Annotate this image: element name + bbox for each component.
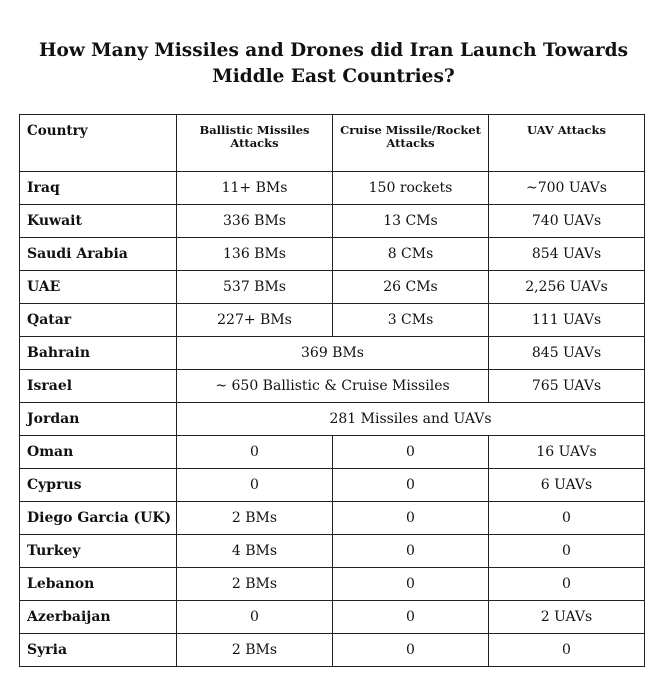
ballistic-cell: 0 (177, 469, 333, 502)
ballistic-cell: 537 BMs (177, 271, 333, 304)
cruise-cell: 26 CMs (333, 271, 489, 304)
uav-cell: 0 (489, 634, 645, 667)
cruise-cell: 0 (333, 469, 489, 502)
table-row (20, 403, 645, 436)
country-cell: Lebanon (20, 568, 177, 601)
table-row (20, 304, 645, 337)
uav-cell: 854 UAVs (489, 238, 645, 271)
ballistic-cell: 227+ BMs (177, 304, 333, 337)
table-row (20, 601, 645, 634)
uav-cell: ~700 UAVs (489, 172, 645, 205)
cruise-cell: 0 (333, 436, 489, 469)
country-cell: UAE (20, 271, 177, 304)
ballistic-cell: 11+ BMs (177, 172, 333, 205)
table-row (20, 469, 645, 502)
table-row (20, 271, 645, 304)
cruise-cell: 0 (333, 601, 489, 634)
country-cell: Jordan (20, 403, 177, 436)
table-row (20, 535, 645, 568)
uav-cell: 765 UAVs (489, 370, 645, 403)
table-row (20, 172, 645, 205)
country-cell: Diego Garcia (UK) (20, 502, 177, 535)
cruise-cell: 150 rockets (333, 172, 489, 205)
uav-cell: 6 UAVs (489, 469, 645, 502)
page-title: How Many Missiles and Drones did Iran Launch Towards Middle East Countries? (39, 40, 628, 87)
attacks-table (19, 114, 645, 667)
country-cell: Bahrain (20, 337, 177, 370)
uav-cell: 16 UAVs (489, 436, 645, 469)
table-header-row (20, 115, 645, 172)
country-cell: Oman (20, 436, 177, 469)
ballistic-cell: 0 (177, 436, 333, 469)
uav-cell: 2,256 UAVs (489, 271, 645, 304)
ballistic-cell: 136 BMs (177, 238, 333, 271)
cruise-cell: 0 (333, 634, 489, 667)
uav-cell: 111 UAVs (489, 304, 645, 337)
table-row (20, 634, 645, 667)
country-cell: Iraq (20, 172, 177, 205)
ballistic-cell: 336 BMs (177, 205, 333, 238)
cruise-cell: 8 CMs (333, 238, 489, 271)
table-row (20, 568, 645, 601)
uav-cell: 0 (489, 502, 645, 535)
uav-cell: 0 (489, 535, 645, 568)
table-row (20, 370, 645, 403)
cruise-cell: 3 CMs (333, 304, 489, 337)
country-cell: Cyprus (20, 469, 177, 502)
header-ballistic: Ballistic Missiles Attacks (177, 115, 333, 172)
uav-cell: 0 (489, 568, 645, 601)
country-cell: Turkey (20, 535, 177, 568)
uav-cell: 2 UAVs (489, 601, 645, 634)
ballistic-cell: 2 BMs (177, 568, 333, 601)
ballistic-cell: 0 (177, 601, 333, 634)
ballistic-cell: 2 BMs (177, 634, 333, 667)
ballistic-cell: 4 BMs (177, 535, 333, 568)
country-cell: Azerbaijan (20, 601, 177, 634)
cruise-cell: 0 (333, 568, 489, 601)
country-cell: Israel (20, 370, 177, 403)
country-cell: Saudi Arabia (20, 238, 177, 271)
table-row (20, 436, 645, 469)
header-cruise: Cruise Missile/Rocket Attacks (333, 115, 489, 172)
country-cell: Qatar (20, 304, 177, 337)
ballistic-cruise-merged-cell: ~ 650 Ballistic & Cruise Missiles (177, 370, 489, 403)
ballistic-cruise-merged-cell: 369 BMs (177, 337, 489, 370)
table-row (20, 337, 645, 370)
all-attacks-merged-cell: 281 Missiles and UAVs (177, 403, 645, 436)
header-uav: UAV Attacks (489, 115, 645, 172)
table-row (20, 205, 645, 238)
uav-cell: 740 UAVs (489, 205, 645, 238)
table-row (20, 238, 645, 271)
country-cell: Kuwait (20, 205, 177, 238)
ballistic-cell: 2 BMs (177, 502, 333, 535)
cruise-cell: 0 (333, 535, 489, 568)
country-cell: Syria (20, 634, 177, 667)
table-row (20, 502, 645, 535)
header-country: Country (20, 115, 177, 172)
uav-cell: 845 UAVs (489, 337, 645, 370)
cruise-cell: 13 CMs (333, 205, 489, 238)
cruise-cell: 0 (333, 502, 489, 535)
